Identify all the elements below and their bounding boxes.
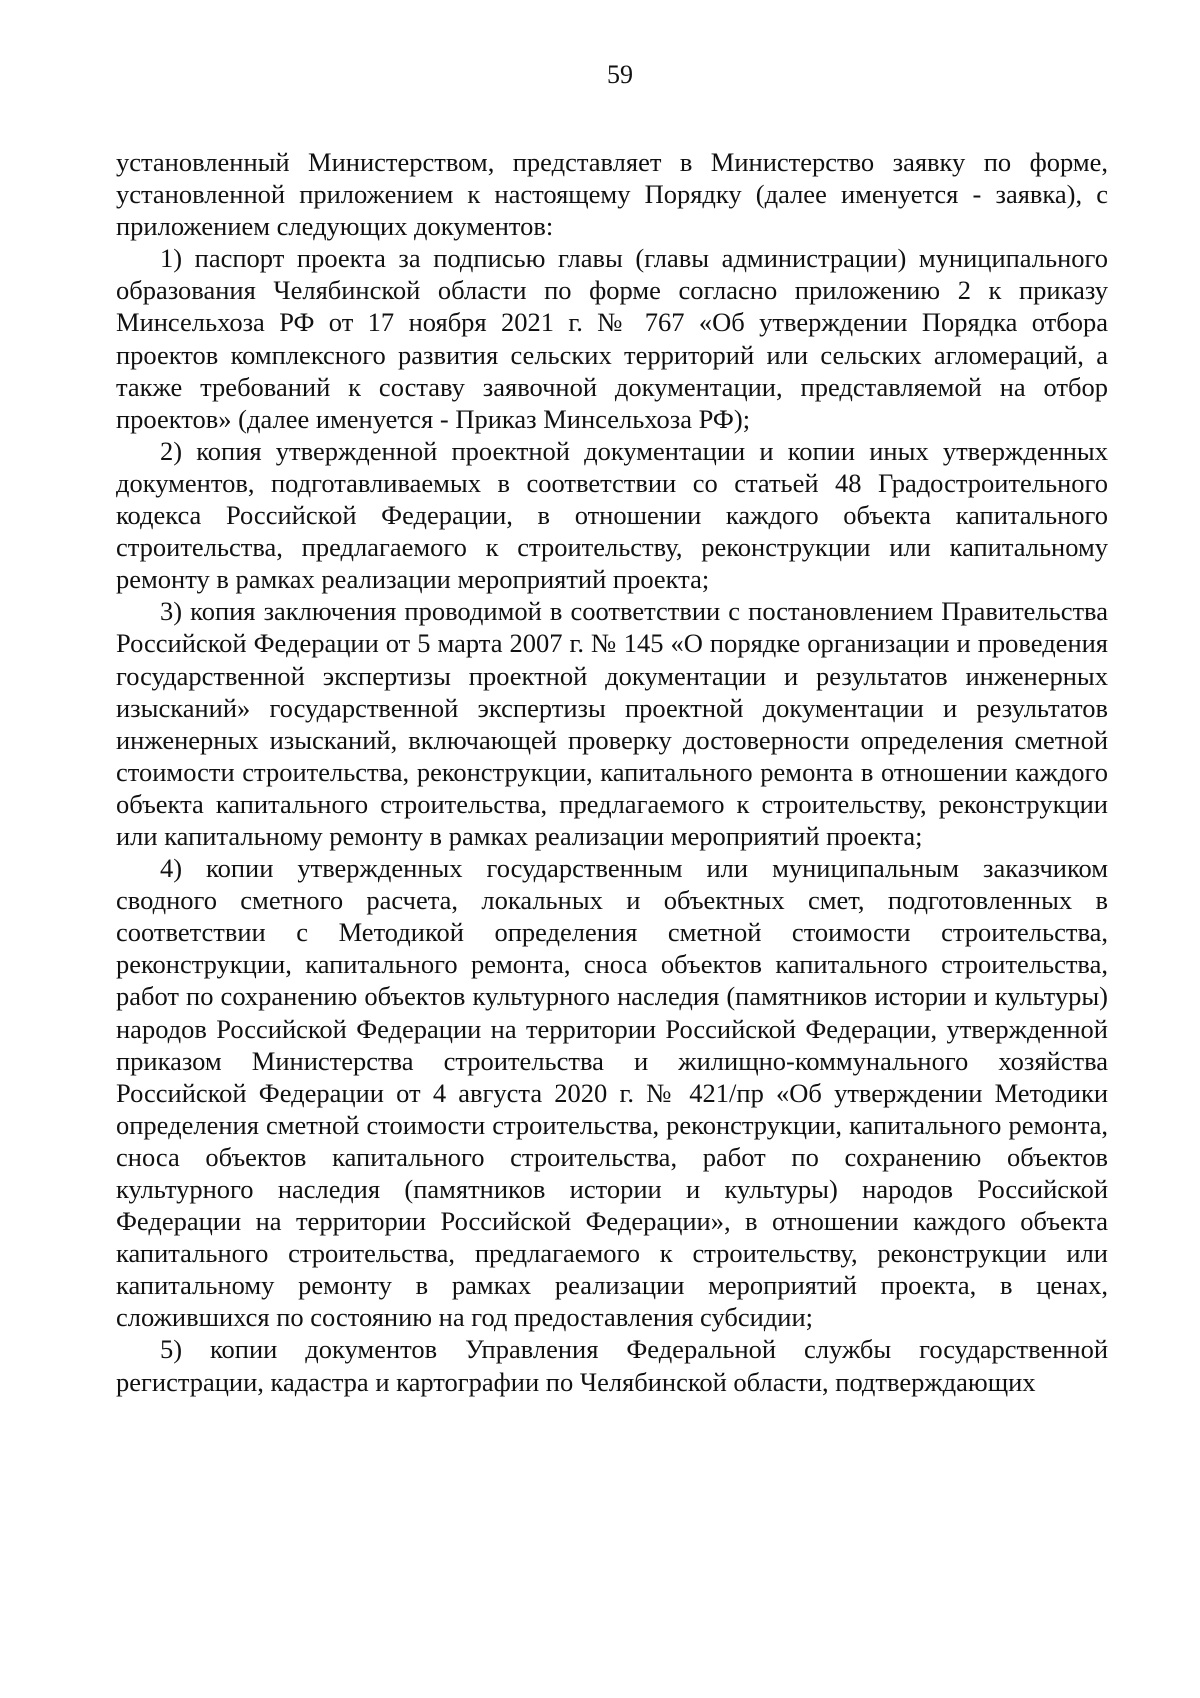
paragraph-item-1: 1) паспорт проекта за подписью главы (главы администрации) муниципального образования Челябинской области по форме согласно приложению 2 к приказу Минсельхоза РФ от 17 ноября 2021 г. № 767 «Об утверждении Порядка отбора проектов комплексного развития сельских территорий или сельских агломераций, а также требований к составу заявочной документации, представляемой на отбор проектов» (далее именуется - Приказ Минсельхоза РФ); xyxy=(116,243,1108,434)
paragraph-item-3: 3) копия заключения проводимой в соответствии с постановлением Правительства Российской Федерации от 5 марта 2007 г. № 145 «О порядке организации и проведения государственной экспертизы проектной документации и результатов инженерных изысканий» государственной экспертизы проектной документации и результатов инженерных изысканий, включающей проверку достоверности определения сметной стоимости строительства, реконструкции, капитального ремонта в отношении каждого объекта капитального строительства, предлагаемого к строительству, реконструкции или капитальному ремонту в рамках реализации мероприятий проекта; xyxy=(116,596,1108,851)
paragraph-item-5: 5) копии документов Управления Федеральной службы государственной регистрации, кадастра и картографии по Челябинской области, подтверждающих xyxy=(116,1334,1108,1397)
paragraph-intro: установленный Министерством, представляет в Министерство заявку по форме, установленной приложением к настоящему Порядку (далее именуется - заявка), с приложением следующих документов: xyxy=(116,147,1108,242)
paragraph-item-2: 2) копия утвержденной проектной документации и копии иных утвержденных документов, подготавливаемых в соответствии со статьей 48 Градостроительного кодекса Российской Федерации, в отношении каждого объекта капитального строительства, предлагаемого к строительству, реконструкции или капитальному ремонту в рамках реализации мероприятий проекта; xyxy=(116,435,1108,595)
paragraph-item-4: 4) копии утвержденных государственным или муниципальным заказчиком сводного сметного расчета, локальных и объектных смет, подготовленных в соответствии с Методикой определения сметной стоимости строительства, реконструкции, капитального ремонта, сноса объектов капитального строительства, работ по сохранению объектов культурного наследия (памятников истории и культуры) народов Российской Федерации на территории Российской Федерации, утвержденной приказом Министерства строительства и жилищно-коммунального хозяйства Российской Федерации от 4 августа 2020 г. № 421/пр «Об утверждении Методики определения сметной стоимости строительства, реконструкции, капитального ремонта, сноса объектов капитального строительства, работ по сохранению объектов культурного наследия (памятников истории и культуры) народов Российской Федерации на территории Российской Федерации», в отношении каждого объекта капитального строительства, предлагаемого к строительству, реконструкции или капитальному ремонту в рамках реализации мероприятий проекта, в ценах, сложившихся по состоянию на год предоставления субсидии; xyxy=(116,853,1108,1333)
document-body xyxy=(116,146,1108,1398)
page-number: 59 xyxy=(607,60,633,89)
